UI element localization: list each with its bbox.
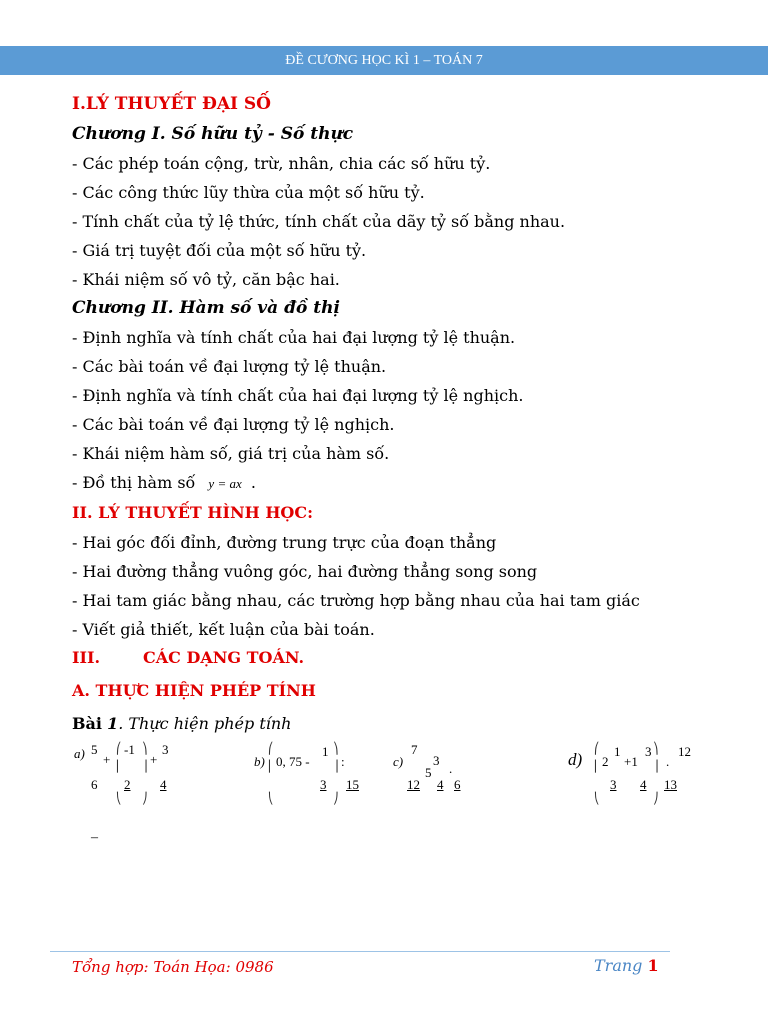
bracket-icon: ⎛ bbox=[594, 742, 600, 755]
list-item: - Hai đường thẳng vuông góc, hai đường thẳng song song bbox=[72, 562, 538, 581]
list-item: - Định nghĩa và tính chất của hai đại lượng tỷ lệ nghịch. bbox=[72, 386, 524, 405]
expr-d-label: d) bbox=[568, 750, 583, 769]
bracket-icon: ⎜ bbox=[116, 760, 122, 773]
list-item: - Các phép toán cộng, trừ, nhân, chia các số hữu tỷ. bbox=[72, 154, 491, 173]
expr-c-denominator: 4 bbox=[437, 777, 444, 792]
subsection-heading: A. THỰC HIỆN PHÉP TÍNH bbox=[72, 681, 316, 700]
list-item: - Hai góc đối đỉnh, đường trung trực của đoạn thẳng bbox=[72, 533, 497, 552]
expr-b-label: b) bbox=[254, 754, 265, 769]
expr-d-term: 12 bbox=[678, 744, 691, 759]
expr-d-term: 1 bbox=[614, 744, 621, 759]
page-number-value: 1 bbox=[647, 956, 659, 975]
bracket-icon: ⎞ bbox=[333, 742, 339, 755]
chapter2-title: Chương II. Hàm số và đồ thị bbox=[72, 298, 340, 318]
exercise-number: 1 bbox=[107, 714, 119, 733]
expr-c-denominator: 12 bbox=[407, 777, 420, 792]
expr-a-op: + bbox=[150, 752, 158, 767]
expr-a-denominator: 4 bbox=[160, 777, 167, 792]
list-item: - Các bài toán về đại lượng tỷ lệ thuận. bbox=[72, 357, 387, 376]
bracket-icon: ⎜ bbox=[594, 760, 600, 773]
list-item: - Khái niệm hàm số, giá trị của hàm số. bbox=[72, 444, 390, 463]
document-title: ĐỀ CƯƠNG HỌC KÌ 1 – TOÁN 7 bbox=[285, 53, 483, 68]
list-item: - Hai tam giác bằng nhau, các trường hợp bằng nhau của hai tam giác bbox=[72, 591, 640, 610]
expr-d-op: . bbox=[666, 754, 670, 769]
list-item: - Định nghĩa và tính chất của hai đại lượng tỷ lệ thuận. bbox=[72, 328, 516, 347]
expr-a-term: 3 bbox=[162, 742, 169, 757]
expr-b-term: 1 bbox=[322, 744, 329, 759]
footer-divider bbox=[50, 951, 670, 952]
bracket-icon: ⎠ bbox=[333, 792, 339, 805]
expr-b-op: : bbox=[341, 754, 345, 769]
document-header-bar bbox=[0, 46, 768, 75]
bracket-icon: ⎝ bbox=[594, 792, 600, 805]
bracket-icon: ⎟ bbox=[142, 760, 148, 773]
bracket-icon: ⎞ bbox=[142, 742, 148, 755]
section3-heading: CÁC DẠNG TOÁN. bbox=[143, 648, 305, 667]
bracket-icon: ⎛ bbox=[116, 742, 122, 755]
graph-item-text: - Đồ thị hàm số bbox=[72, 473, 196, 492]
expr-d-term: 2 bbox=[602, 754, 609, 769]
bracket-icon: ⎠ bbox=[142, 792, 148, 805]
list-item: - Viết giả thiết, kết luận của bài toán. bbox=[72, 620, 375, 639]
expr-d-denominator: 4 bbox=[640, 777, 647, 792]
expr-a-denominator: 6 bbox=[91, 777, 98, 792]
stray-dash: – bbox=[91, 830, 98, 845]
formula-y-ax: y = ax bbox=[208, 476, 242, 491]
bracket-icon: ⎛ bbox=[268, 742, 274, 755]
bracket-icon: ⎞ bbox=[653, 742, 659, 755]
section3-number: III. bbox=[72, 648, 101, 667]
bracket-icon: ⎠ bbox=[653, 792, 659, 805]
expr-d-term: +1 bbox=[624, 754, 638, 769]
expr-a-denominator: 2 bbox=[124, 777, 131, 792]
exercise-label: Bài bbox=[72, 714, 102, 733]
expr-a-term: -1 bbox=[124, 742, 135, 757]
section2-heading: II. LÝ THUYẾT HÌNH HỌC: bbox=[72, 503, 314, 522]
exercise-text: . Thực hiện phép tính bbox=[118, 714, 292, 733]
page-number bbox=[594, 956, 659, 975]
expr-c-label: c) bbox=[393, 754, 404, 769]
page-label: Trang bbox=[594, 956, 643, 975]
list-item: - Giá trị tuyệt đối của một số hữu tỷ. bbox=[72, 241, 367, 260]
footer-credit: Tổng hợp: Toán Họa: 0986 bbox=[72, 958, 274, 976]
expr-d-denominator: 13 bbox=[664, 777, 677, 792]
exercise-title bbox=[72, 714, 291, 733]
list-item: - Các công thức lũy thừa của một số hữu tỷ. bbox=[72, 183, 425, 202]
expr-b-term: 0, 75 - bbox=[276, 754, 310, 769]
list-item: - Các bài toán về đại lượng tỷ lệ nghịch. bbox=[72, 415, 395, 434]
bracket-icon: ⎟ bbox=[653, 760, 659, 773]
list-item: - Khái niệm số vô tỷ, căn bậc hai. bbox=[72, 270, 340, 289]
list-item: - Tính chất của tỷ lệ thức, tính chất của dãy tỷ số bằng nhau. bbox=[72, 212, 566, 231]
list-item-graph bbox=[72, 473, 256, 492]
bracket-icon: ⎜ bbox=[268, 760, 274, 773]
expr-d-denominator: 3 bbox=[610, 777, 617, 792]
bracket-icon: ⎝ bbox=[268, 792, 274, 805]
expr-b-denominator: 15 bbox=[346, 777, 359, 792]
expr-c-term: 7 bbox=[411, 742, 418, 757]
expr-d-term: 3 bbox=[645, 744, 652, 759]
expr-c-op: . bbox=[449, 761, 453, 776]
expr-a-label: a) bbox=[74, 746, 85, 761]
graph-item-period: . bbox=[250, 473, 256, 492]
expr-a-term: 5 bbox=[91, 742, 98, 757]
chapter1-title: Chương I. Số hữu tỷ - Số thực bbox=[72, 124, 354, 144]
expr-c-term: 3 bbox=[433, 753, 440, 768]
expr-c-term: 5 bbox=[425, 765, 432, 780]
bracket-icon: ⎝ bbox=[116, 792, 122, 805]
expr-b-denominator: 3 bbox=[320, 777, 327, 792]
expr-a-op: + bbox=[103, 752, 111, 767]
expr-c-denominator: 6 bbox=[454, 777, 461, 792]
section1-heading: I.LÝ THUYẾT ĐẠI SỐ bbox=[72, 94, 271, 114]
bracket-icon: ⎟ bbox=[333, 760, 339, 773]
